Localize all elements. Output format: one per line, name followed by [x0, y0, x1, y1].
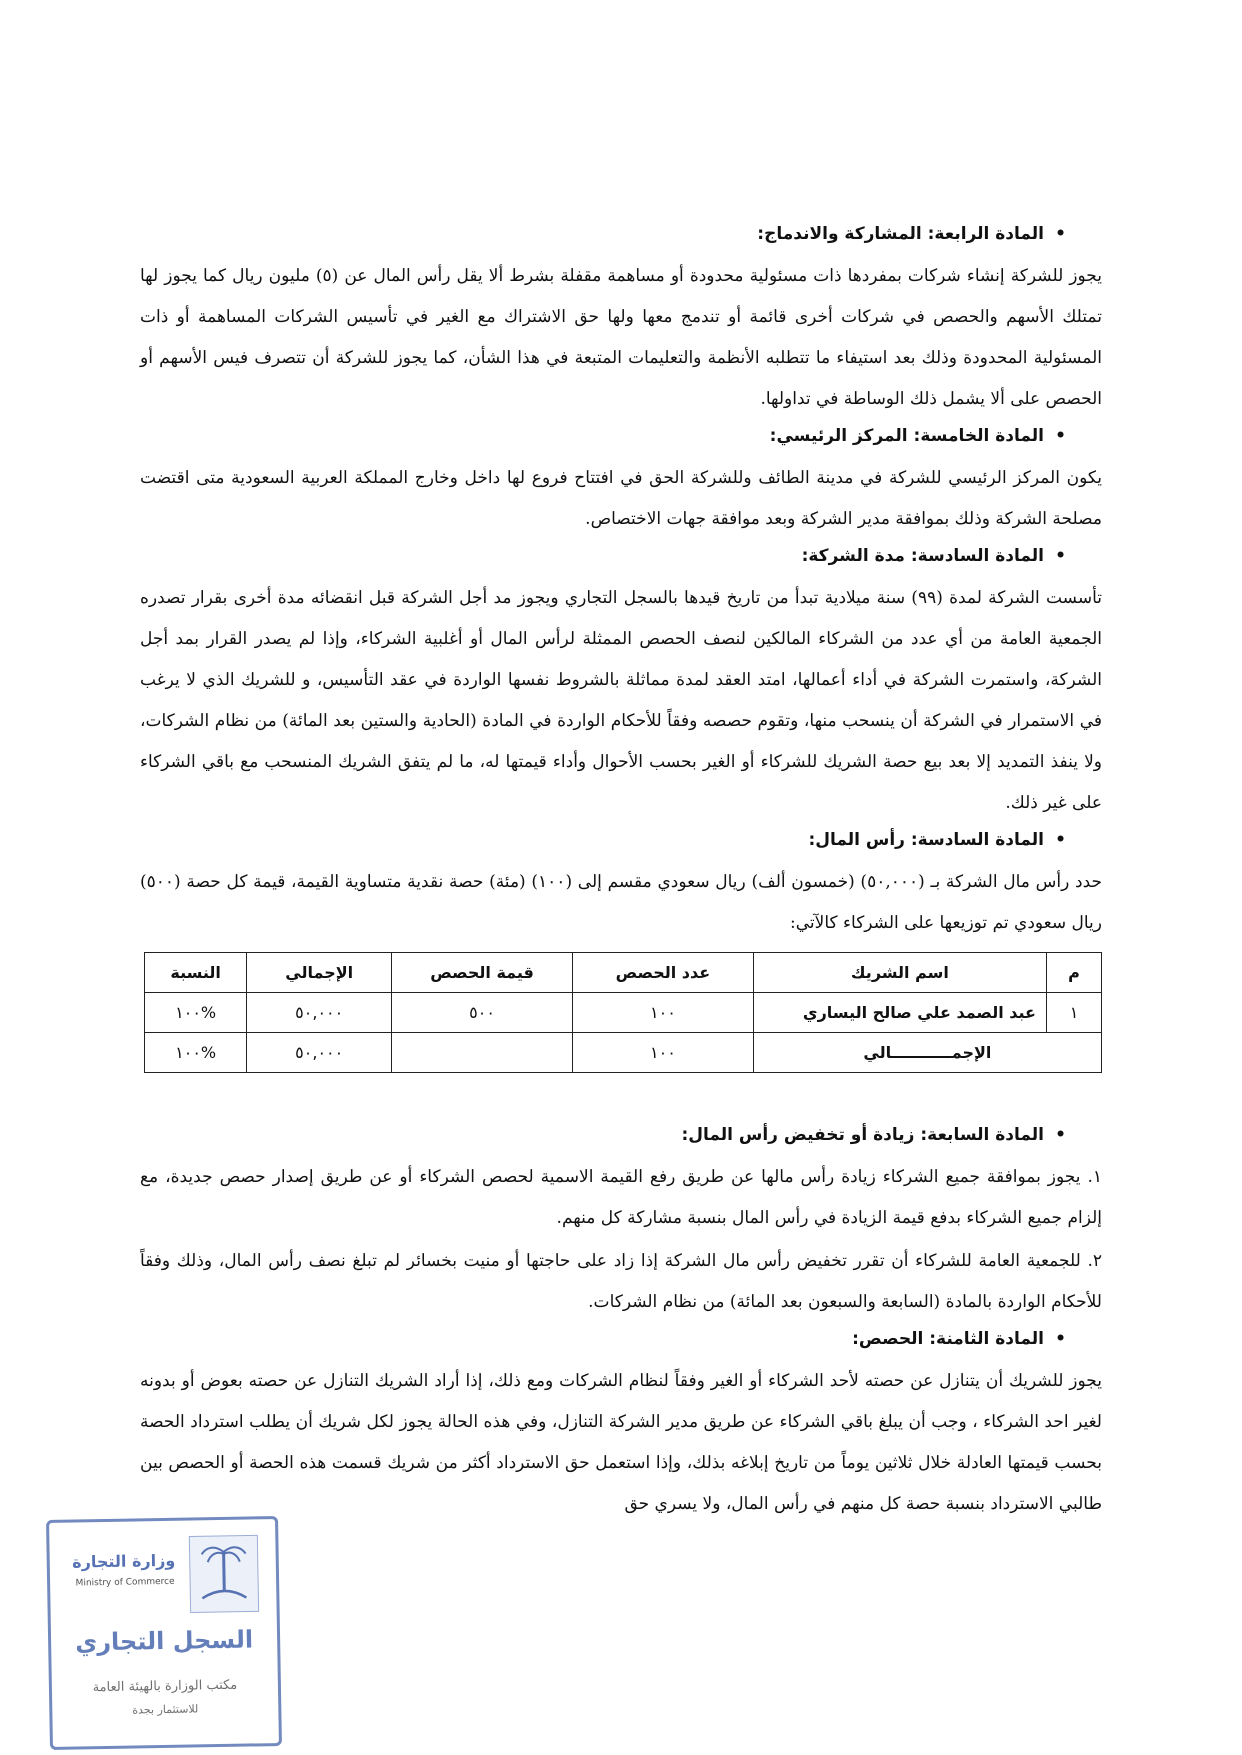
article-4-heading: • المادة الرابعة: المشاركة والاندماج:	[140, 220, 1102, 248]
article-8-text: يجوز للشريك أن يتنازل عن حصته لأحد الشركاء أو الغير وفقاً لنظام الشركات ومع ذلك، إذا أراد الشريك التنازل عن حصته بعوض أو بدونه لغير احد الشركاء ، وجب أن يبلغ باقي الشركاء عن طريق مدير الشركة التنازل، وفي هذه الحالة يجوز لكل شريك أن يطلب استرداد الحصة بحسب قيمتها العادلة خلال ثلاثين يوماً من تاريخ إبلاغه بذلك، وإذا استعمل حق الاسترداد أكثر من شريك قسمت هذه الحصة أو الحصص بين طالبي الاسترداد بنسبة حصة كل منهم في رأس المال، ولا يسري حق	[140, 1371, 1102, 1514]
row-value: ٥٠٠	[392, 993, 573, 1033]
table-row	[145, 993, 1102, 1033]
stamp-office-sub: للاستثمار بجدة	[132, 1702, 199, 1717]
article-5-text: يكون المركز الرئيسي للشركة في مدينة الطائف وللشركة الحق في افتتاح فروع لها داخل وخارج المملكة العربية السعودية متى اقتضت مصلحة الشركة وذلك بموافقة مدير الشركة وبعد موافقة جهات الاختصاص.	[140, 468, 1102, 529]
article-6-duration-heading: • المادة السادسة: مدة الشركة:	[140, 542, 1102, 570]
totals-value	[392, 1033, 573, 1073]
row-num: ١	[1046, 993, 1101, 1033]
article-7-item-1: ١. يجوز بموافقة جميع الشركاء زيادة رأس مالها عن طريق رفع القيمة الاسمية لحصص الشركاء أو عن طريق إصدار حصص جديدة، مع إلزام جميع الشركاء بدفع قيمة الزيادة في رأس المال بنسبة مشاركة كل منهم.	[140, 1167, 1102, 1228]
article-7-item-2: ٢. للجمعية العامة للشركاء أن تقرر تخفيض رأس مال الشركة إذا زاد على حاجتها أو منيت بخسائر لم تبلغ نصف رأس المال، وذلك وفقاً للأحكام الواردة بالمادة (السابعة والسبعون بعد المائة) من نظام الشركات.	[140, 1251, 1102, 1312]
table-totals-row	[145, 1033, 1102, 1073]
col-percent-header: النسبة	[145, 953, 247, 993]
col-shares-header: عدد الحصص	[572, 953, 753, 993]
article-5-heading: • المادة الخامسة: المركز الرئيسي:	[140, 422, 1102, 450]
totals-label: الإجمـــــــــــالي	[753, 1033, 1101, 1073]
col-value-header: قيمة الحصص	[392, 953, 573, 993]
shares-table	[144, 952, 1102, 1073]
totals-total: ٥٠,٠٠٠	[247, 1033, 392, 1073]
stamp-registry: السجل التجاري	[74, 1625, 254, 1657]
article-4-text: يجوز للشركة إنشاء شركات بمفردها ذات مسئولية محدودة أو مساهمة مقفلة بشرط ألا يقل رأس المال عن (٥) مليون ريال كما يجوز لها تمتلك الأسهم والحصص في شركات أخرى قائمة أو تندمج معها ولها حق الاشتراك مع الغير في تأسيس الشركات المساهمة أو ذات المسئولية المحدودة وذلك بعد استيفاء ما تتطلبه الأنظمة والتعليمات المتبعة في هذا الشأن، كما يجوز للشركة أن تتصرف فيس الأسهم أو الحصص على ألا يشمل ذلك الوساطة في تداولها.	[140, 266, 1103, 409]
row-shares: ١٠٠	[572, 993, 753, 1033]
totals-percent: %١٠٠	[145, 1033, 247, 1073]
stamp-ministry-ar: وزارة التجارة	[72, 1550, 176, 1572]
article-6-capital-text: حدد رأس مال الشركة بـ (٥٠,٠٠٠) (خمسون ألف) ريال سعودي مقسم إلى (١٠٠) (مئة) حصة نقدية متساوية القيمة، قيمة كل حصة (٥٠٠) ريال سعودي تم توزيعها على الشركاء كالآتي:	[140, 872, 1103, 933]
ministry-stamp	[46, 1516, 282, 1750]
row-partner: عبد الصمد علي صالح اليساري	[753, 993, 1046, 1033]
table-header-row	[145, 953, 1102, 993]
document-body	[140, 220, 1102, 1527]
col-total-header: الإجمالي	[247, 953, 392, 993]
col-partner-header: اسم الشريك	[753, 953, 1046, 993]
article-6-duration-text: تأسست الشركة لمدة (٩٩) سنة ميلادية تبدأ من تاريخ قيدها بالسجل التجاري ويجوز مد أجل الشركة قبل انقضائه مدة أخرى بقرار تصدره الجمعية العامة من أي عدد من الشركاء المالكين لنصف الحصص الممثلة لرأس المال أو أغلبية الشركاء، وإذا لم يصدر القرار بمد أجل الشركة، واستمرت الشركة في أداء أعمالها، امتد العقد لمدة مماثلة بالشروط نفسها الواردة في عقد التأسيس، و للشريك الذي لا يرغب في الاستمرار في الشركة أن ينسحب منها، وتقوم حصصه وفقاً للأحكام الواردة في المادة (الحادية والستين بعد المائة) من نظام الشركات، ولا ينفذ التمديد إلا بعد بيع حصة الشريك للشركاء أو الغير بحسب الأحوال وأداء قيمتها له، ما لم يتفق الشريك المنسحب مع باقي الشركاء على غير ذلك.	[140, 588, 1103, 813]
col-num-header: م	[1046, 953, 1101, 993]
totals-shares: ١٠٠	[572, 1033, 753, 1073]
stamp-ministry-en: Ministry of Commerce	[75, 1576, 175, 1589]
article-7-heading: • المادة السابعة: زيادة أو تخفيض رأس المال:	[140, 1121, 1102, 1149]
row-total: ٥٠,٠٠٠	[247, 993, 392, 1033]
stamp-office: مكتب الوزارة بالهيئة العامة	[92, 1677, 238, 1696]
row-percent: %١٠٠	[145, 993, 247, 1033]
article-6-capital-heading: • المادة السادسة: رأس المال:	[140, 826, 1102, 854]
palm-swords-emblem-icon	[187, 1533, 260, 1614]
article-8-heading: • المادة الثامنة: الحصص:	[140, 1325, 1102, 1353]
